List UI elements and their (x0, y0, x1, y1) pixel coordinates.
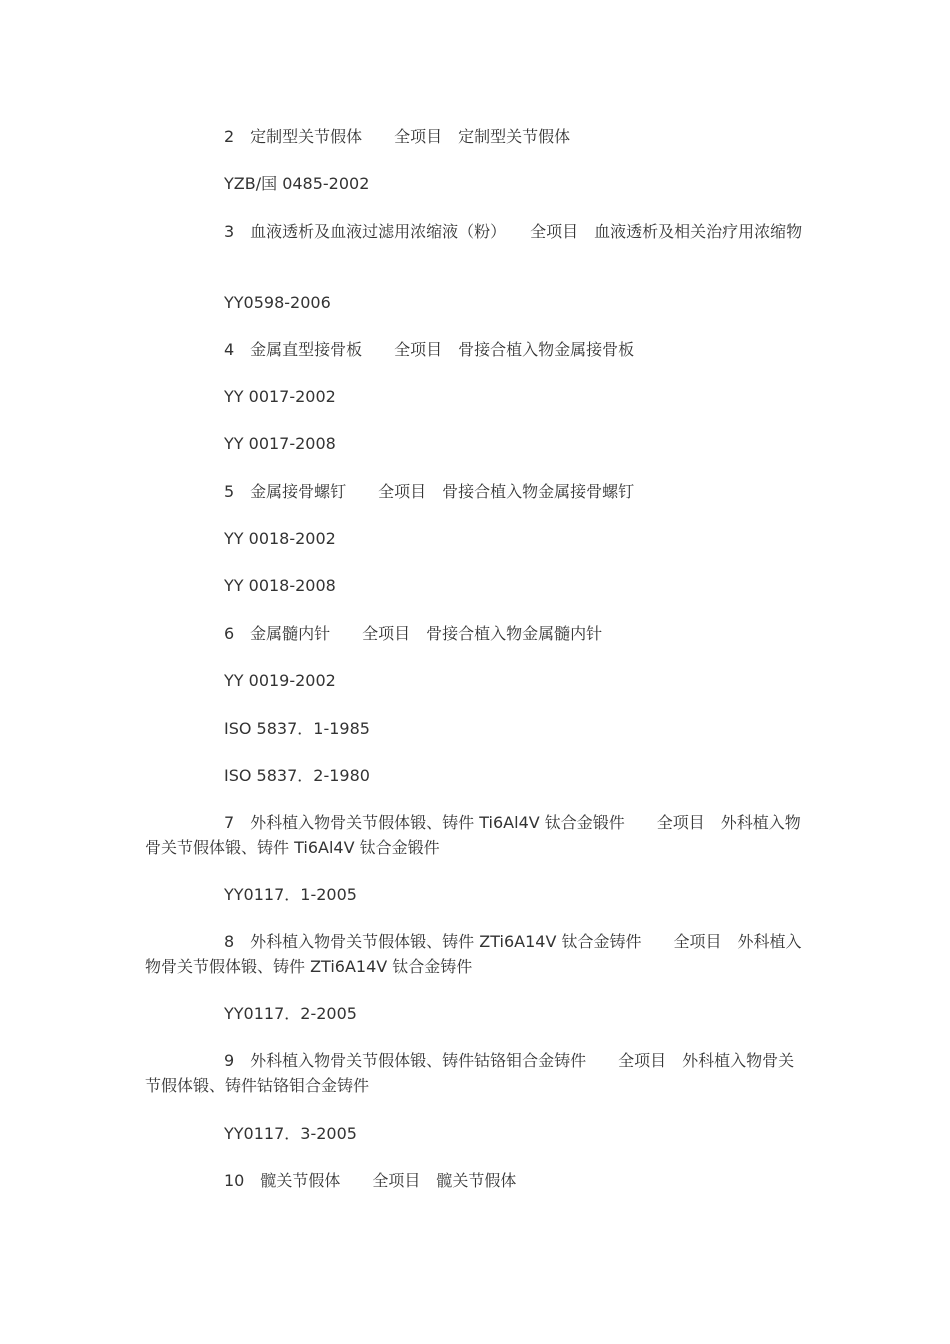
standard-code: ISO 5837．1-1985 (224, 719, 370, 738)
paragraph-item-10: 10 髋关节假体 全项目 髋关节假体 (224, 1171, 517, 1190)
paragraph-item-3: 3 血液透析及血液过滤用浓缩液（粉） 全项目 血液透析及相关治疗用浓缩物 (224, 222, 803, 241)
standard-code: YY0117．3-2005 (224, 1124, 357, 1143)
paragraph-item-6: 6 金属髓内针 全项目 骨接合植入物金属髓内针 (224, 624, 603, 643)
paragraph-item-8: 8 外科植入物骨关节假体锻、铸件 ZTi6A14V 钛合金铸件 全项目 外科植入物骨关节假体锻、铸件 ZTi6A14V 钛合金铸件 (145, 932, 802, 976)
paragraph-item-4: 4 金属直型接骨板 全项目 骨接合植入物金属接骨板 (224, 340, 635, 359)
standard-code: YY 0018-2008 (224, 576, 336, 595)
standard-code: YY 0019-2002 (224, 671, 336, 690)
paragraph-item-2: 2 定制型关节假体 全项目 定制型关节假体 (224, 127, 571, 146)
standard-code: ISO 5837．2-1980 (224, 766, 370, 785)
standard-code: YY0117．2-2005 (224, 1004, 357, 1023)
standard-code: YZB/国 0485-2002 (224, 174, 370, 193)
paragraph-item-9: 9 外科植入物骨关节假体锻、铸件钴铬钼合金铸件 全项目 外科植入物骨关节假体锻、铸件钴铬钼合金铸件 (145, 1051, 795, 1095)
standard-code: YY0117．1-2005 (224, 885, 357, 904)
paragraph-item-5: 5 金属接骨螺钉 全项目 骨接合植入物金属接骨螺钉 (224, 482, 635, 501)
standard-code: YY0598-2006 (224, 293, 331, 312)
standard-code: YY 0017-2008 (224, 434, 336, 453)
standard-code: YY 0017-2002 (224, 387, 336, 406)
paragraph-item-7: 7 外科植入物骨关节假体锻、铸件 Ti6Al4V 钛合金锻件 全项目 外科植入物骨关节假体锻、铸件 Ti6Al4V 钛合金锻件 (145, 813, 801, 857)
standard-code: YY 0018-2002 (224, 529, 336, 548)
